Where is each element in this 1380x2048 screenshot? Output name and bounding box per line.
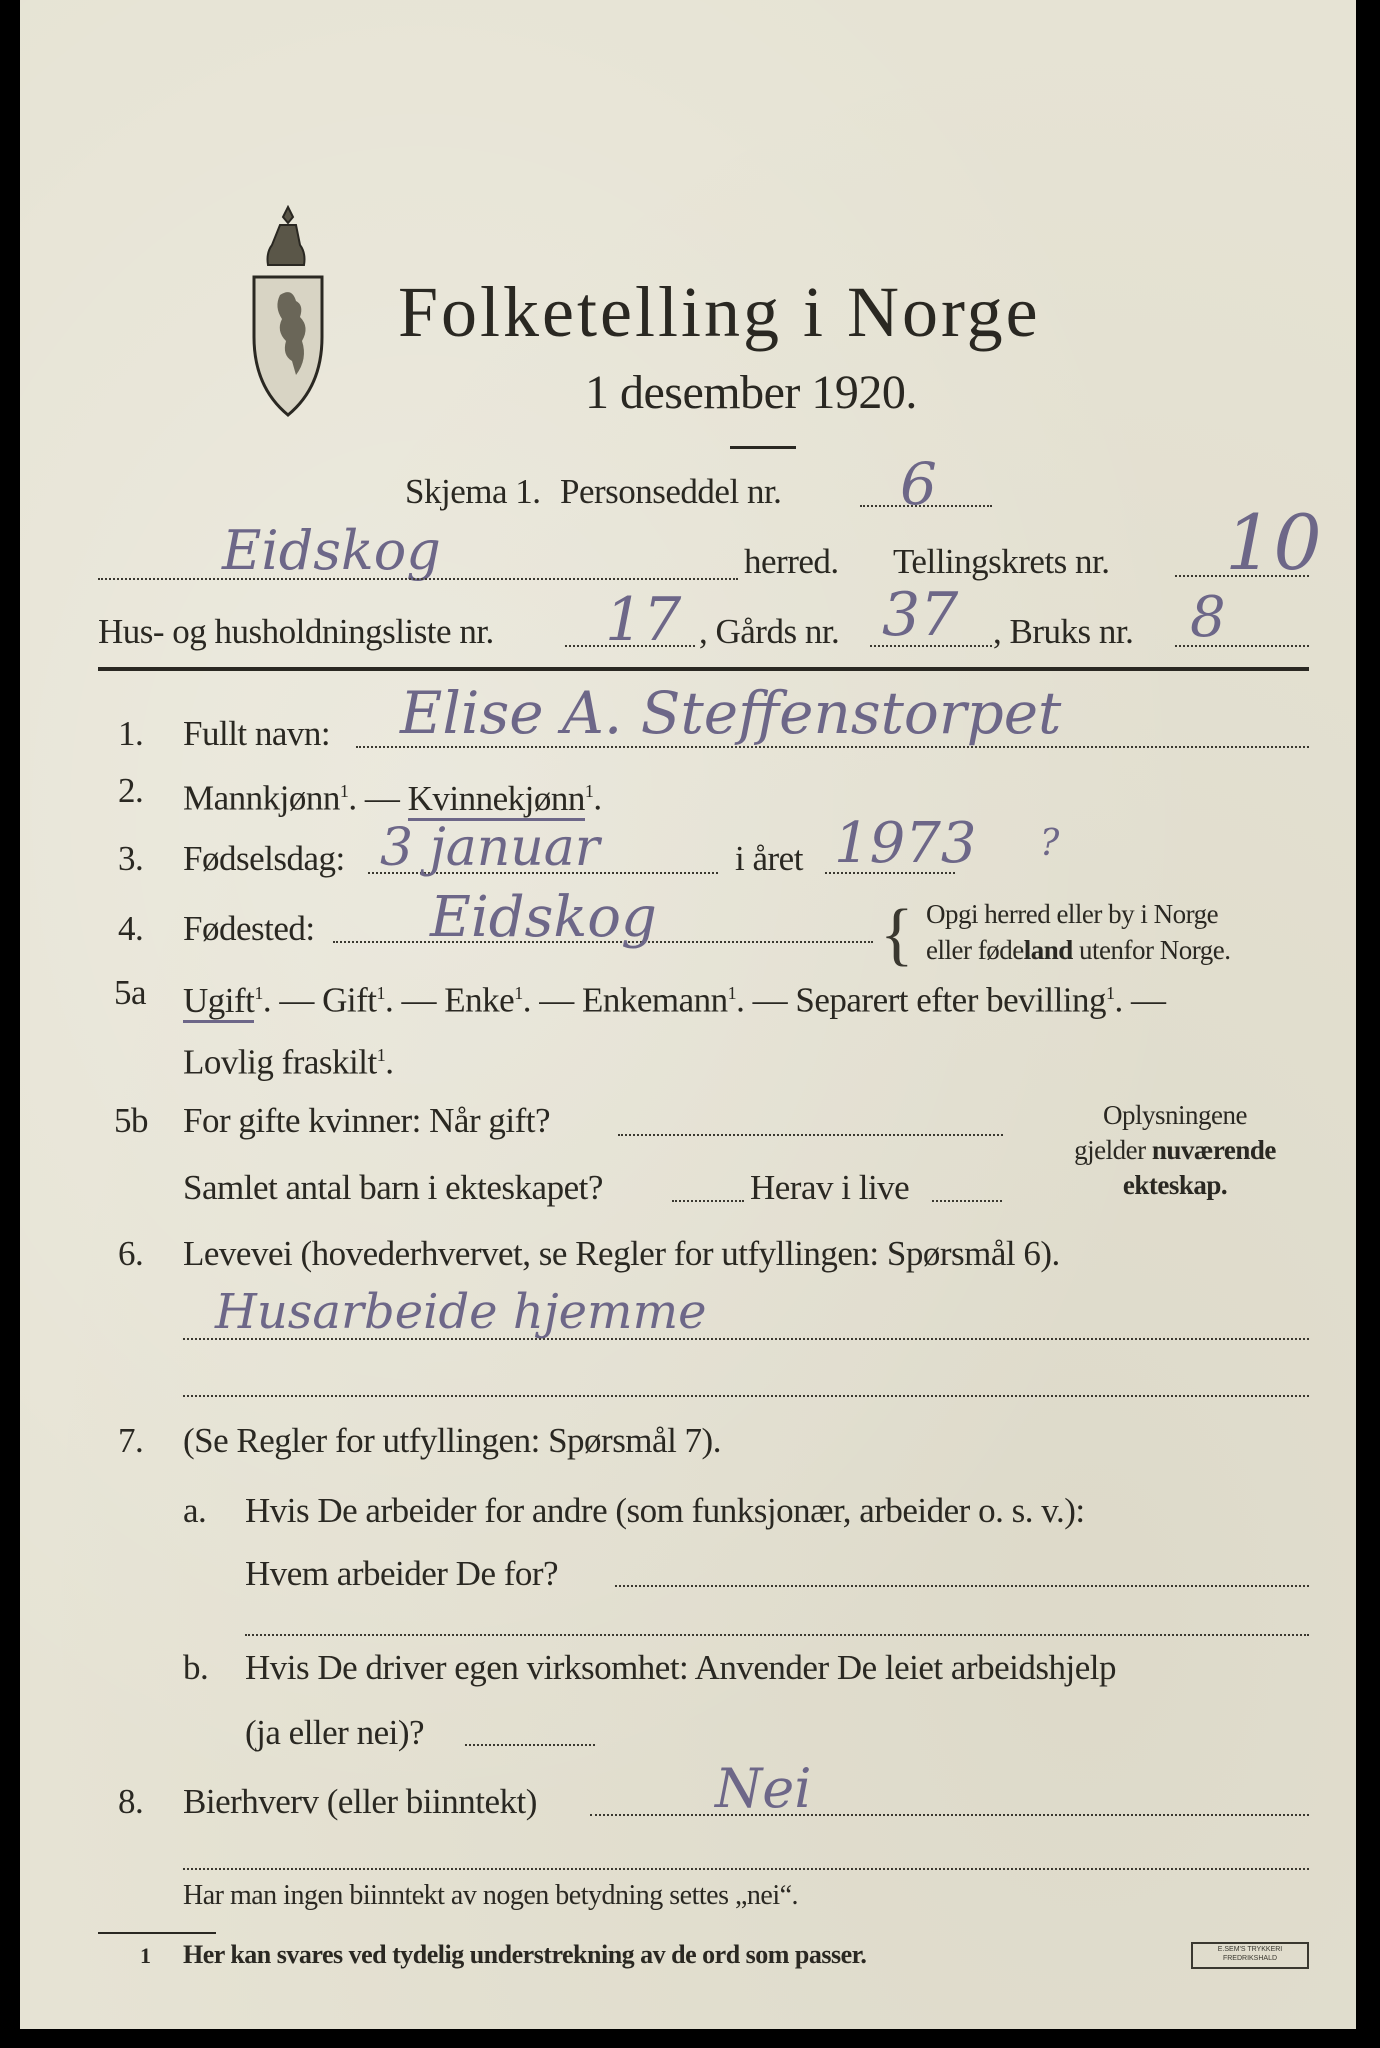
q6-number: 6. bbox=[118, 1234, 144, 1273]
q3-year-label: i året bbox=[735, 839, 803, 878]
census-date: 1 desember 1920. bbox=[585, 366, 917, 419]
q2-options: Mannkjønn$^1$. — Kvinnekjønn$^1$. bbox=[183, 771, 602, 819]
divider bbox=[730, 446, 796, 449]
q1-number: 1. bbox=[118, 714, 144, 753]
q4-label: Fødested: bbox=[183, 909, 315, 948]
q3-day-value[interactable]: 3 januar bbox=[380, 818, 600, 878]
gards-label: , Gårds nr. bbox=[699, 612, 840, 651]
gards-value[interactable]: 37 bbox=[882, 580, 959, 650]
herred-line bbox=[98, 578, 738, 580]
q5b-married-line bbox=[618, 1134, 1003, 1136]
q5b-label1: For gifte kvinner: Når gift? bbox=[183, 1101, 551, 1140]
q4-brace: { bbox=[880, 896, 914, 973]
q7-number: 7. bbox=[118, 1421, 144, 1460]
q7-label: (Se Regler for utfyllingen: Spørsmål 7). bbox=[183, 1421, 721, 1460]
q5b-number: 5b bbox=[114, 1101, 148, 1140]
q3-year-value[interactable]: 1973 bbox=[834, 811, 977, 876]
printer-stamp: E.SEM'S TRYKKERI FREDRIKSHALD bbox=[1191, 1942, 1309, 1969]
q3-number: 3. bbox=[118, 839, 144, 878]
option-enke[interactable]: — Enke bbox=[401, 980, 515, 1020]
q7a-text: Hvis De arbeider for andre (som funksjonær, arbeider o. s. v.): bbox=[245, 1491, 1085, 1530]
q2-number: 2. bbox=[118, 771, 144, 810]
q5b-alive-line bbox=[932, 1200, 1002, 1202]
bruks-value[interactable]: 8 bbox=[1190, 585, 1226, 650]
personseddel-label: Personseddel nr. bbox=[560, 472, 782, 511]
form-title: Folketelling i Norge bbox=[398, 272, 1041, 352]
option-gift[interactable]: — Gift bbox=[279, 980, 377, 1020]
q6-line2 bbox=[183, 1395, 1309, 1397]
q7b-line bbox=[465, 1744, 595, 1746]
header-rule bbox=[98, 667, 1309, 671]
q1-label: Fullt navn: bbox=[183, 714, 331, 753]
q6-value[interactable]: Husarbeide hjemme bbox=[215, 1284, 707, 1340]
q7b-question: (ja eller nei)? bbox=[245, 1713, 425, 1752]
option-kvinnekjonn[interactable]: Kvinnekjønn bbox=[408, 779, 585, 821]
footnote-text: Her kan svares ved tydelig understrekning av de ord som passer. bbox=[183, 1940, 867, 1969]
q5a-number: 5a bbox=[114, 973, 147, 1012]
option-separert[interactable]: — Separert efter bevilling bbox=[752, 980, 1107, 1020]
q3-mark: ? bbox=[1040, 823, 1060, 864]
q5b-children-line bbox=[672, 1200, 744, 1202]
q7b-text: Hvis De driver egen virksomhet: Anvender De leiet arbeidshjelp bbox=[245, 1648, 1116, 1687]
q8-number: 8. bbox=[118, 1782, 144, 1821]
q7a-line1 bbox=[615, 1585, 1309, 1587]
q5b-note: Oplysningene gjelder nuværende ekteskap. bbox=[1074, 1100, 1276, 1200]
husholdning-label: Hus- og husholdningsliste nr. bbox=[98, 612, 494, 651]
q7a-question: Hvem arbeider De for? bbox=[245, 1554, 559, 1593]
q6-label: Levevei (hovederhvervet, se Regler for utfyllingen: Spørsmål 6). bbox=[183, 1234, 1060, 1273]
q8-note: Har man ingen biinntekt av nogen betydning settes „nei“. bbox=[183, 1880, 799, 1911]
q6-line1 bbox=[183, 1338, 1309, 1340]
herred-value[interactable]: Eidskog bbox=[222, 519, 441, 582]
q8-line2 bbox=[183, 1868, 1309, 1870]
q4-value[interactable]: Eidskog bbox=[430, 885, 657, 950]
q5b-label3: Herav i live bbox=[750, 1168, 910, 1207]
option-enkemann[interactable]: — Enkemann bbox=[539, 980, 728, 1020]
bruks-label: , Bruks nr. bbox=[993, 612, 1134, 651]
q1-value[interactable]: Elise A. Steffenstorpet bbox=[400, 679, 1062, 747]
footnote-rule bbox=[98, 1932, 216, 1934]
q3-label: Fødselsdag: bbox=[183, 839, 345, 878]
q4-note: Opgi herred eller by i Norge eller fødeland utenfor Norge. bbox=[926, 899, 1231, 965]
option-lovlig-fraskilt[interactable]: Lovlig fraskilt$^1$. bbox=[183, 1042, 394, 1082]
q7a-line2 bbox=[245, 1634, 1309, 1636]
skjema-label: Skjema 1. bbox=[405, 472, 541, 511]
option-mannkjonn[interactable]: Mannkjønn bbox=[183, 778, 340, 818]
footnote-mark: 1 bbox=[140, 1943, 151, 1968]
q5a-options: Ugift$^1$. — Gift$^1$. — Enke$^1$. — Enkemann$^1$. — Separert efter bevilling$^1$. — bbox=[183, 973, 1166, 1021]
tellingskrets-label: Tellingskrets nr. bbox=[893, 542, 1110, 581]
norwegian-coat-of-arms-icon bbox=[250, 205, 326, 417]
q4-number: 4. bbox=[118, 909, 144, 948]
q8-label: Bierhverv (eller biinntekt) bbox=[183, 1782, 537, 1821]
tellingskrets-value[interactable]: 10 bbox=[1225, 498, 1322, 587]
personseddel-value[interactable]: 6 bbox=[900, 450, 937, 518]
option-ugift[interactable]: Ugift bbox=[183, 981, 254, 1023]
q8-value[interactable]: Nei bbox=[715, 1757, 812, 1820]
q7b-letter: b. bbox=[183, 1648, 209, 1687]
q8-line1 bbox=[590, 1814, 1309, 1816]
q7a-letter: a. bbox=[183, 1491, 207, 1530]
q5b-label2: Samlet antal barn i ekteskapet? bbox=[183, 1168, 603, 1207]
herred-label: herred. bbox=[744, 542, 839, 581]
husholdning-value[interactable]: 17 bbox=[605, 585, 682, 655]
